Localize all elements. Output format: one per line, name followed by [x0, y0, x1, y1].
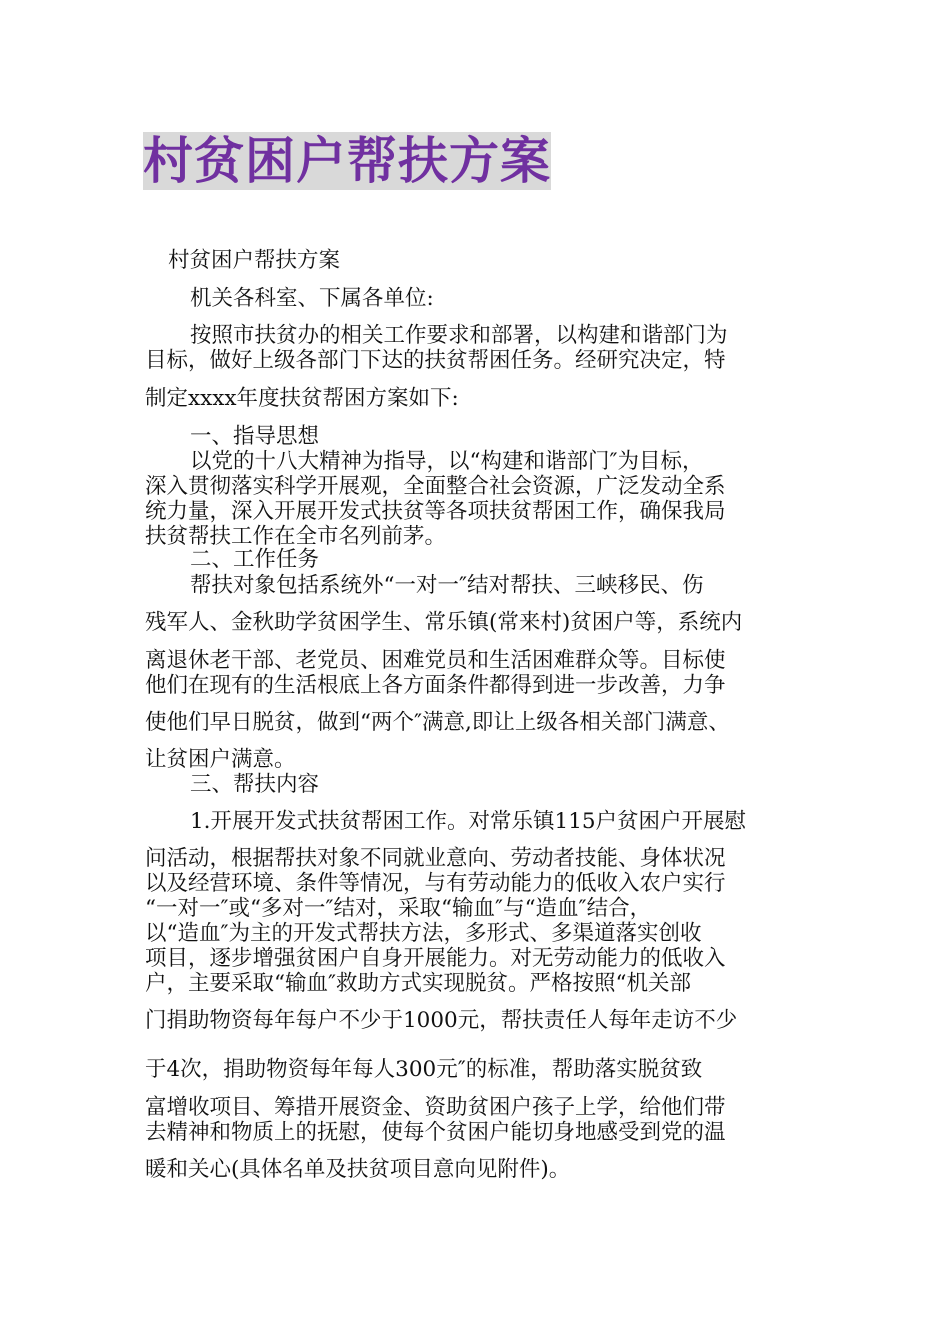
- body-line: 门捐助物资每年每户不少于1000元，帮扶责任人每年走访不少: [145, 1008, 738, 1033]
- body-line: 他们在现有的生活根底上各方面条件都得到进一步改善，力争: [145, 673, 726, 698]
- body-line: 使他们早日脱贫，做到“两个″满意,即让上级各相关部门满意、: [145, 710, 730, 735]
- section-heading: 二、工作任务: [190, 547, 320, 572]
- body-line: 问活动，根据帮扶对象不同就业意向、劳动者技能、身体状况: [145, 846, 726, 871]
- body-line: 离退休老干部、老党员、困难党员和生活困难群众等。目标使: [145, 648, 726, 673]
- body-line: 去精神和物质上的抚慰，使每个贫困户能切身地感受到党的温: [145, 1120, 726, 1145]
- body-line: “一对一″或“多对一″结对，采取“输血″与“造血″结合，: [145, 896, 652, 921]
- body-line: 按照市扶贫办的相关工作要求和部署，以构建和谐部门为: [190, 323, 728, 348]
- body-line: 统力量，深入开展开发式扶贫等各项扶贫帮困工作，确保我局: [145, 499, 726, 524]
- body-line: 村贫困户帮扶方案: [168, 248, 341, 273]
- section-heading: 一、指导思想: [190, 424, 320, 449]
- document-title: 村贫困户帮扶方案: [143, 131, 551, 190]
- body-line: 于4次，捐助物资每年每人300元″的标准，帮助落实脱贫致: [145, 1057, 703, 1082]
- section-heading: 三、帮扶内容: [190, 772, 320, 797]
- body-line: 以党的十八大精神为指导，以“构建和谐部门″为目标，: [190, 449, 704, 474]
- body-line: 帮扶对象包括系统外“一对一″结对帮扶、三峡移民、伤: [190, 573, 704, 598]
- body-line: 制定xxxx年度扶贫帮困方案如下:: [145, 386, 459, 411]
- body-line: 让贫困户满意。: [145, 747, 296, 772]
- body-line: 深入贯彻落实科学开展观，全面整合社会资源，广泛发动全系: [145, 474, 726, 499]
- body-line: 机关各科室、下属各单位:: [190, 286, 434, 311]
- body-line: 以及经营环境、条件等情况，与有劳动能力的低收入农户实行: [145, 871, 726, 896]
- body-line: 户，主要采取“输血″救助方式实现脱贫。严格按照“机关部: [145, 971, 692, 996]
- body-line: 目标，做好上级各部门下达的扶贫帮困任务。经研究决定，特: [145, 348, 726, 373]
- body-line: 暖和关心(具体名单及扶贫项目意向见附件)。: [145, 1157, 571, 1182]
- body-line: 项目，逐步增强贫困户自身开展能力。对无劳动能力的低收入: [145, 946, 726, 971]
- body-line: 1.开展开发式扶贫帮困工作。对常乐镇115户贫困户开展慰: [190, 809, 747, 834]
- body-line: 残军人、金秋助学贫困学生、常乐镇(常来村)贫困户等，系统内: [145, 610, 743, 635]
- body-line: 扶贫帮扶工作在全市名列前茅。: [145, 524, 447, 549]
- body-line: 富增收项目、筹措开展资金、资助贫困户孩子上学，给他们带: [145, 1095, 726, 1120]
- body-line: 以“造血″为主的开发式帮扶方法，多形式、多渠道落实创收: [145, 921, 702, 946]
